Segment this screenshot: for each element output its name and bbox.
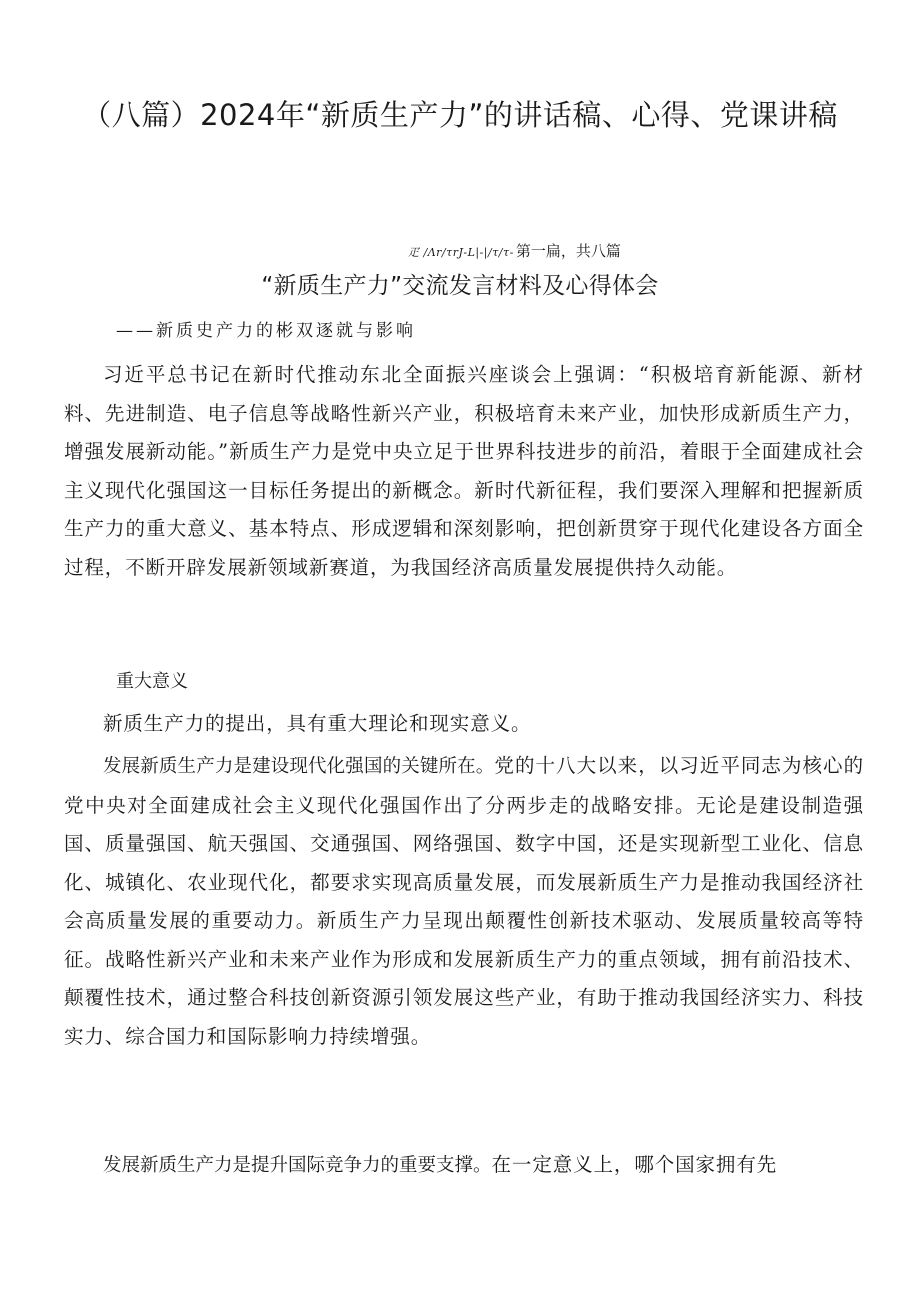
section-subtitle: ——新质史产力的彬双逐就与影响	[116, 321, 416, 341]
paragraph-significance-intro: 新质生产力的提出，具有重大理论和现实意义。	[103, 712, 532, 735]
section-title: “新质生产力”交流发言材料及心得体会	[261, 273, 659, 299]
part-label	[408, 240, 621, 264]
paragraph-body-text: 在一定意义上，哪个国家拥有先	[491, 1153, 778, 1176]
part-label-text: 第一扁，共八篇	[515, 242, 621, 260]
paragraph-body-text: 党的十八大以来，以习近平同志为核心的党中央对全面建成社会主义现代化强国作出了分两步走的战略安排。无论是建设制造强国、质量强国、航天强国、交通强国、网络强国、数字中国，还是实现新型工业化、信息化、城镇化、农业现代化，都要求实现高质量发展，而发展新质生产力是推动我国经济社会高质量发展的重要动力。新质生产力呈现出颠覆性创新技术驱动、发展质量较高等特征。战略性新兴产业和未来产业作为形成和发展新质生产力的重点领域，拥有前沿技术、颠覆性技术，通过整合科技创新资源引领发展这些产业，有助于推动我国经济实力、科技实力、综合国力和国际影响力持续增强。	[64, 754, 864, 1048]
paragraph-intro: 习近平总书记在新时代推动东北全面振兴座谈会上强调：“积极培育新能源、新材料、先进制造、电子信息等战略性新兴产业，积极培育未来产业，加快形成新质生产力，增强发展新动能。”新质生产力是党中央立足于世界科技进步的前沿，着眼于全面建成社会主义现代化强国这一目标任务提出的新概念。新时代新征程，我们要深入理解和把握新质生产力的重大意义、基本特点、形成逻辑和深刻影响，把创新贯穿于现代化建设各方面全过程，不断开辟发展新领域新赛道，为我国经济高质量发展提供持久动能。	[64, 363, 864, 579]
paragraph-lead-sentence: 发展新质生产力是提升国际竞争力的重要支撑。	[103, 1155, 492, 1176]
document-title: （八篇）2024年“新质生产力”的讲话稿、心得、党课讲稿	[82, 98, 838, 132]
paragraph-lead-sentence: 发展新质生产力是建设现代化强国的关键所在。	[103, 756, 495, 777]
paragraph-modernization	[64, 747, 864, 1056]
heading-significance: 重大意义	[116, 671, 188, 692]
paragraph-competitiveness	[64, 1146, 864, 1186]
part-label-garbled-prefix: 疋 /Λr/τrJ-L|-|/τ/τ-	[408, 246, 514, 259]
